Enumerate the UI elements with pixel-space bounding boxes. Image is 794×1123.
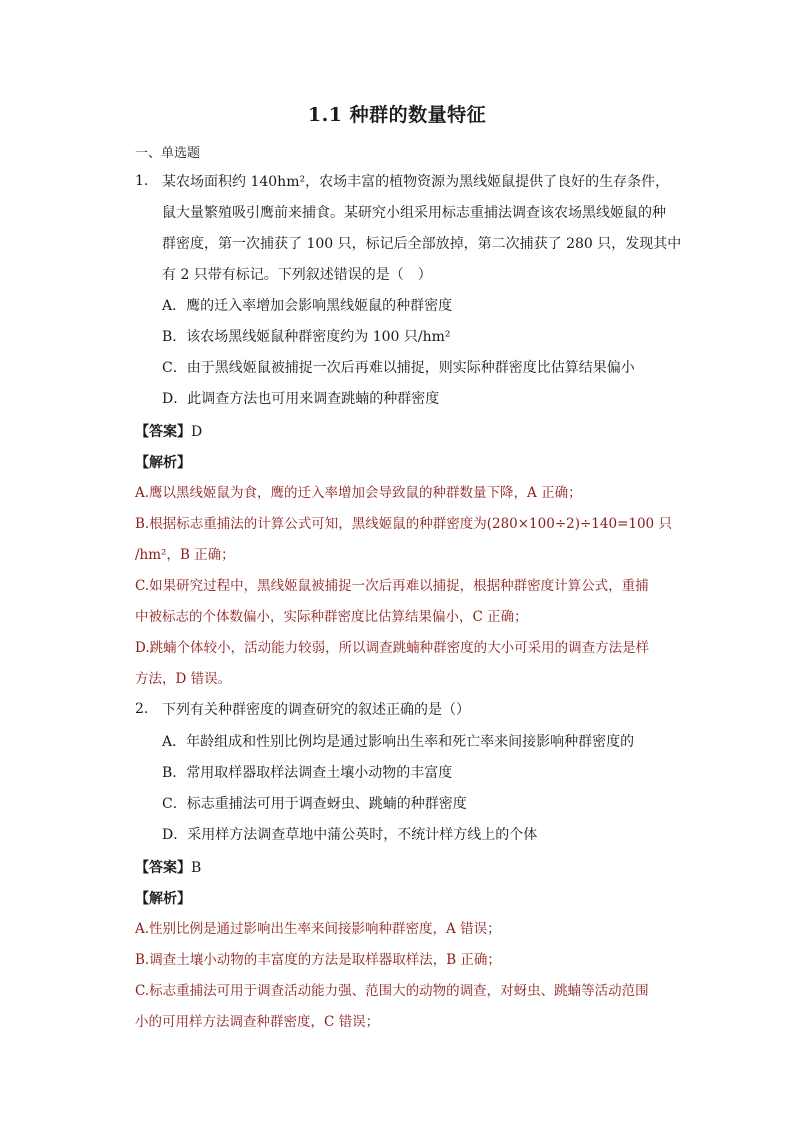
option-c: C．由于黑线姬鼠被捕捉一次后再难以捕捉，则实际种群密度比估算结果偏小 <box>162 360 635 376</box>
option-d: D．采用样方法调查草地中蒲公英时，不统计样方线上的个体 <box>162 827 538 843</box>
analysis-line: A.鹰以黑线姬鼠为食，鹰的迁入率增加会导致鼠的种群数量下降，A 正确； <box>135 485 582 501</box>
option-c: C．标志重捕法可用于调查蚜虫、跳蝻的种群密度 <box>162 796 467 812</box>
analysis-label: 【解析】 <box>135 455 191 471</box>
question-stem-line: 群密度，第一次捕获了 100 只，标记后全部放掉，第二次捕获了 280 只，发现其中 <box>162 236 682 252</box>
question-number: 1. <box>135 173 149 189</box>
question-stem-line: 有 2 只带有标记。下列叙述错误的是（ ） <box>162 267 432 283</box>
analysis-label: 【解析】 <box>135 891 191 907</box>
question-stem-line: 下列有关种群密度的调查研究的叙述正确的是（） <box>162 702 470 718</box>
analysis-line: C.标志重捕法可用于调查活动能力强、范围大的动物的调查，对蚜虫、跳蝻等活动范围 <box>135 983 649 999</box>
question-stem-line: 鼠大量繁殖吸引鹰前来捕食。某研究小组采用标志重捕法调查该农场黑线姬鼠的种 <box>162 205 666 221</box>
analysis-line: B.调查土壤小动物的丰富度的方法是取样器取样法，B 正确； <box>135 952 501 968</box>
analysis-line: A.性别比例是通过影响出生率来间接影响种群密度，A 错误； <box>135 921 501 937</box>
analysis-line: 方法，D 错误。 <box>135 671 232 687</box>
analysis-line: D.跳蝻个体较小，活动能力较弱，所以调查跳蝻种群密度的大小可采用的调查方法是样 <box>135 640 650 656</box>
page-title: 1.1 种群的数量特征 <box>307 104 487 126</box>
analysis-line: 小的可用样方法调查种群密度，C 错误； <box>135 1014 380 1030</box>
analysis-line: 中被标志的个体数偏小，实际种群密度比估算结果偏小，C 正确； <box>135 609 528 625</box>
analysis-line: C.如果研究过程中，黑线姬鼠被捕捉一次后再难以捕捉，根据种群密度计算公式，重捕 <box>135 578 649 594</box>
answer-value: D <box>191 424 203 440</box>
section-heading: 一、单选题 <box>135 146 201 161</box>
question-number: 2. <box>135 701 149 717</box>
answer-line <box>135 857 201 877</box>
answer-value: B <box>191 860 202 876</box>
question-stem-line: 某农场面积约 140hm²，农场丰富的植物资源为黑线姬鼠提供了良好的生存条件， <box>162 174 670 190</box>
answer-label: 【答案】 <box>135 860 191 876</box>
answer-line <box>135 421 202 441</box>
option-d: D．此调查方法也可用来调查跳蝻的种群密度 <box>162 391 440 407</box>
option-b: B．常用取样器取样法调查土壤小动物的丰富度 <box>162 765 453 781</box>
answer-label: 【答案】 <box>135 424 191 440</box>
option-b: B．该农场黑线姬鼠种群密度约为 100 只/hm² <box>162 329 451 345</box>
option-a: A．年龄组成和性别比例均是通过影响出生率和死亡率来间接影响种群密度的 <box>162 734 635 750</box>
analysis-line: /hm²，B 正确； <box>135 547 235 563</box>
option-a: A．鹰的迁入率增加会影响黑线姬鼠的种群密度 <box>162 298 453 314</box>
analysis-line: B.根据标志重捕法的计算公式可知，黑线姬鼠的种群密度为(280×100÷2)÷140=100 只 <box>135 516 672 532</box>
